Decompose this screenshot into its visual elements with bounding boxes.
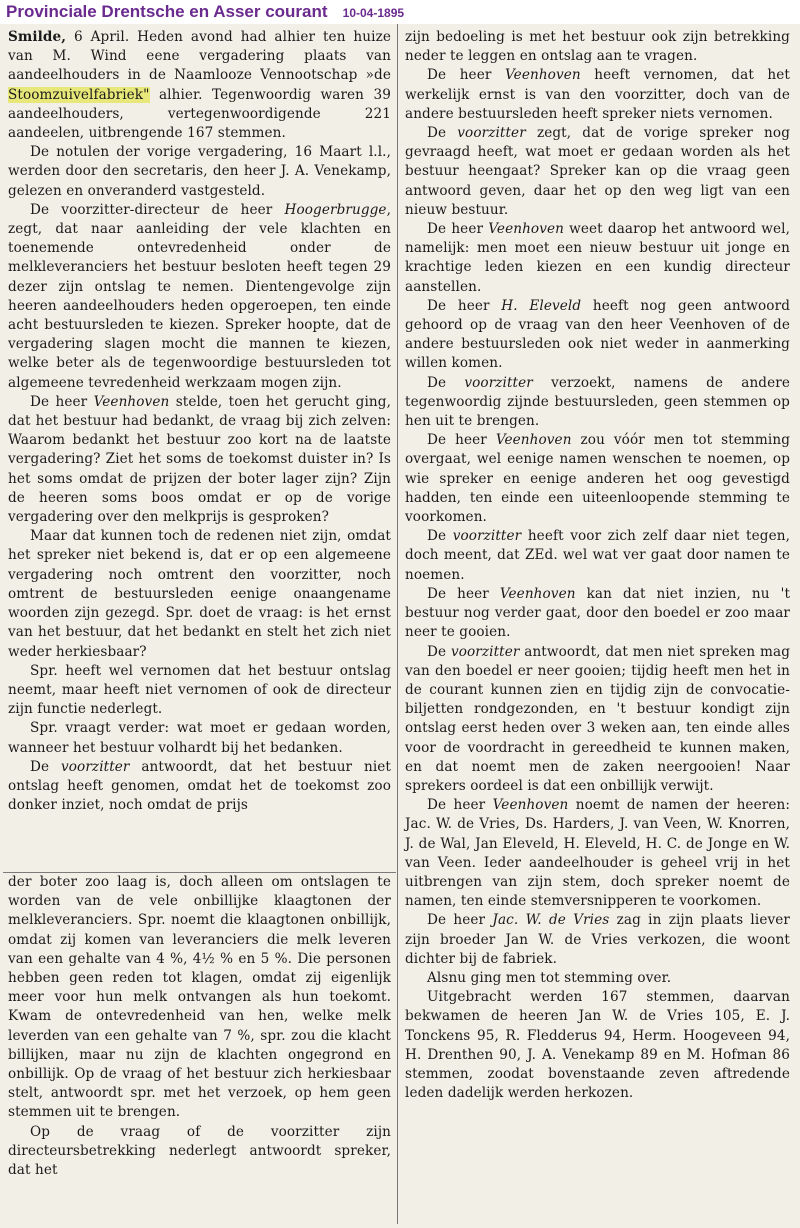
column-left-bottom: [3, 872, 396, 1180]
paragraph-5: Maar dat kunnen toch de redenen niet zijn, omdat het spreker niet bekend is, dat er op een algemeene vergadering noch omtrent den voorzitter, noch omtrent de bestuursleden eenige onaangename woorden zijn gezegd. Spr. doet de vraag: is het ernst van het bestuur, dat het bedankt en stelt het zich niet weder herkiesbaar?: [8, 528, 391, 660]
paragraph-9: Op de vraag of de voorzitter zijn directeursbetrekking nederlegt antwoordt spreker, dat het: [8, 1123, 391, 1179]
publication-date: 10-04-1895: [342, 6, 405, 20]
paragraph-14: De voorzitter verzoekt, namens de andere tegenwoordig zijnde bestuursleden, geen stemmen op hen uit te brengen.: [405, 374, 790, 430]
paragraph-12: De heer Veenhoven weet daarop het antwoord wel, namelijk: men moet een nieuw bestuur uit jonge en krachtige leden kiezen en een kundig directeur aanstellen.: [405, 221, 790, 295]
paragraph-8: De voorzitter antwoordt, dat het bestuur niet ontslag heeft genomen, omdat het de toekomst zoo donker inziet, noch omdat de prijs: [8, 758, 391, 814]
column-left-top: [3, 28, 396, 815]
column-right: [400, 28, 795, 1103]
paragraph-9-continued: zijn bedoeling is met het bestuur ook zijn betrekking neder te leggen en ontslag aan te vragen.: [405, 29, 790, 65]
paragraph-4: De heer Veenhoven stelde, toen het gerucht ging, dat het bestuur had bedankt, de vraag bij zich zelven: Waarom bedankt het bestuur zoo kort na de laatste vergadering? Ziet het soms de toekomst duister in? Is het soms omdat de prijzen der boter lager zijn? Zijn de heeren soms boos omdat er op de vorige vergadering over den melkprijs is gesproken?: [8, 393, 391, 526]
newspaper-header: [6, 2, 404, 24]
paragraph-15: De heer Veenhoven zou vóór men tot stemming overgaat, wel eenige namen wenschen te noemen, op wie spreker en eenige anderen het oog gevestigd hadden, ten einde een uiteenloopende stemming te voorkomen.: [405, 432, 790, 526]
paragraph-22: Uitgebracht werden 167 stemmen, daarvan bekwamen de heeren Jan W. de Vries 105, E. J. Tonckens 95, R. Fledderus 94, Herm. Hoogeveen 94, H. Drenthen 90, J. A. Venekamp 89 en M. Hofman 86 stemmen, zoodat bovenstaande zeven aftredende leden dadelijk werden herkozen.: [405, 989, 790, 1102]
paragraph-20: De heer Jac. W. de Vries zag in zijn plaats liever zijn broeder Jan W. de Vries verkozen, die woont dichter bij de fabriek.: [405, 912, 790, 967]
newspaper-title: Provinciale Drentsche en Asser courant: [6, 2, 328, 21]
paragraph-19: De heer Veenhoven noemt de namen der heeren: Jac. W. de Vries, Ds. Harders, J. van Veen, W. Knorren, J. de Wal, Jan Eleveld, H. Eleveld, H. C. de Jonge en W. van Veen. Ieder aandeelhouder is geheel vrij in het uitbrengen van zijn stem, doch spreker noemt de namen, ten einde stemversnipperen te voorkomen.: [405, 797, 790, 910]
paragraph-7: Spr. vraagt verder: wat moet er gedaan worden, wanneer het bestuur volhardt bij het bedanken.: [8, 720, 391, 756]
paragraph-8-continued: der boter zoo laag is, doch alleen om ontslagen te worden van de vele onbillijke klaagtonen der melkleveranciers. Spr. noemt die klaagtonen onbillijk, omdat zij komen van leveranciers die melk leveren van een gehalte van 4 %, 4½ % en 5 %. Die personen hebben geen reden tot klagen, omdat zij eigenlijk meer voor hun melk ontvangen als hun toekomt. Kwam de ontevredenheid van hen, welke melk leverden van een gehalte van 7 %, spr. zou die klacht billijken, maar nu zijn de klachten ongegrond en onbillijk. Op de vraag of het bestuur zich herkiesbaar stelt, antwoordt spr. met het verzoek, op hem geen stemmen uit te brengen.: [8, 874, 391, 1121]
paragraph-10: De heer Veenhoven heeft vernomen, dat het werkelijk ernst is van den voorzitter, doch van de andere bestuursleden heeft spreker niets vernomen.: [405, 67, 790, 122]
paragraph-6: Spr. heeft wel vernomen dat het bestuur ontslag neemt, maar heeft niet vernomen of ook de directeur zijn functie nederlegt.: [8, 662, 391, 718]
paragraph-1: Smilde, 6 April. Heden avond had alhier ten huize van M. Wind eene vergadering plaats van aandeelhouders in de Naamlooze Vennootschap »de Stoomzuivelfabriek" alhier. Tegenwoordig waren 39 aandeelhouders, vertegenwoordigende 221 aandeelen, uitbrengende 167 stemmen.: [8, 29, 391, 142]
paragraph-21: Alsnu ging men tot stemming over.: [427, 969, 672, 986]
dateline-place: Smilde,: [8, 29, 67, 45]
paragraph-11: De voorzitter zegt, dat de vorige spreker nog gevraagd heeft, wat moet er gedaan worden als het bestuur heengaat? Spreker kan op die vraag geen antwoord geven, daar het op den weg ligt van een nieuw bestuur.: [405, 125, 790, 218]
paragraph-18: De voorzitter antwoordt, dat men niet spreken mag van den boedel er neer gooien; tijdig heeft men het in de courant kunnen zien en tijdig zijn de convocatie-biljetten rondgezonden, en 't bestuur kondigt zijn ontslag eerst heden over 3 weken aan, ten einde alles voor de voordracht in gereedheid te kunnen maken, en dat noemt men de zaken neergooien! Naar sprekers oordeel is dat een onbillijk verwijt.: [405, 643, 790, 794]
paragraph-3: De voorzitter-directeur de heer Hoogerbrugge, zegt, dat naar aanleiding der vele klachten en toenemende ontevredenheid onder de melkleveranciers het bestuur besloten heeft tegen 29 dezer zijn ontslag te nemen. Dientengevolge zijn heeren aandeelhouders heden opgeroepen, ten einde acht bestuursleden te kiezen. Spreker hoopte, dat de vergadering slagen mocht die mannen te kiezen, welke beter als de tegenwoordige bestuursleden tot algemeene tevredenheid werkzaam mogen zijn.: [8, 201, 391, 391]
highlighted-term: Stoomzuivelfabriek": [8, 86, 150, 103]
paragraph-16: De voorzitter heeft voor zich zelf daar niet tegen, doch meent, dat ZEd. wel wat ver gaat door namen te noemen.: [405, 528, 790, 583]
paragraph-13: De heer H. Eleveld heeft nog geen antwoord gehoord op de vraag van den heer Veenhoven of de andere bestuursleden ook niet weder in aanmerking willen komen.: [405, 297, 790, 372]
paragraph-17: De heer Veenhoven kan dat niet inzien, nu 't bestuur nog verder gaat, door den boedel er zoo maar neer te gooien.: [405, 585, 791, 641]
paragraph-2: De notulen der vorige vergadering, 16 Maart l.l., werden door den secretaris, den heer J. A. Venekamp, gelezen en onveranderd vastgesteld.: [8, 144, 391, 199]
column-divider: [397, 24, 398, 1224]
